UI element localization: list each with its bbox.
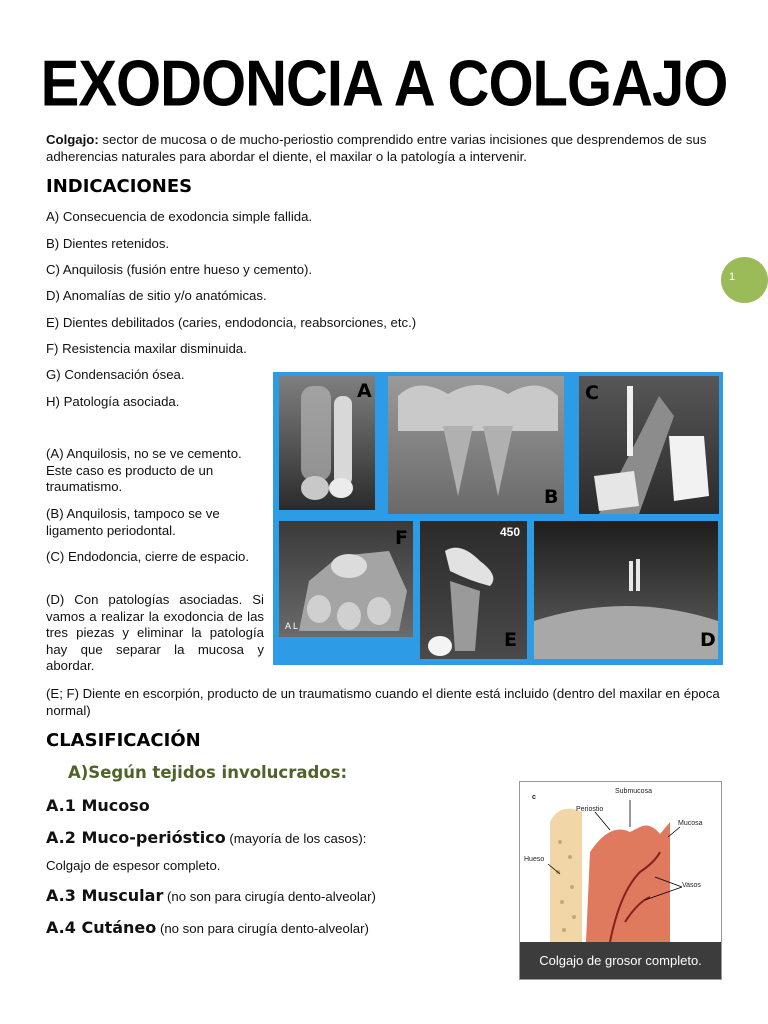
clasificacion-subheading: A)Según tejidos involucrados: [68,763,348,782]
xray-b-image [388,376,564,514]
xray-b [388,376,564,514]
xray-d-image [534,521,718,659]
item-title: A.1 Mucoso [46,796,150,815]
indicacion-item: A) Consecuencia de exodoncia simple fallida. [46,209,313,224]
diagram-label-periostio: Periostio [576,806,604,813]
note-b: (B) Anquilosis, tampoco se ve ligamento periodontal. [46,506,220,538]
indicacion-item: B) Dientes retenidos. [46,236,170,251]
xray-label-a: A [357,380,372,402]
indicacion-item: C) Anquilosis (fusión entre hueso y cemento). [46,262,313,277]
radiograph-collage [273,372,723,665]
page-title: EXODONCIA A COLGAJO [40,47,728,120]
clasificacion-item-a4 [46,918,369,938]
indicacion-item: F) Resistencia maxilar disminuida. [46,341,247,356]
clasificacion-item-a1 [46,796,150,816]
xray-c-image [579,376,719,514]
xray-c [579,376,719,514]
a2-detail: Colgajo de espesor completo. [46,858,221,873]
xray-a [279,376,375,510]
xray-label-e: E [504,629,517,651]
diagram-label-submucosa: Submucosa [615,788,652,795]
clasificacion-item-a2 [46,828,366,848]
xray-d [534,521,718,659]
item-title: A.2 Muco-perióstico [46,828,226,847]
clasificacion-heading: CLASIFICACIÓN [46,730,201,751]
item-title: A.4 Cutáneo [46,918,157,937]
xray-label-b: B [544,486,559,508]
xray-label-c: C [585,382,599,404]
xray-label-d: D [700,629,716,651]
xray-f [279,521,413,637]
note-c: (C) Endodoncia, cierre de espacio. [46,549,250,564]
clasificacion-item-a3 [46,886,376,906]
note-ef: (E; F) Diente en escorpión, producto de un traumatismo cuando el diente está incluido (dentro del maxilar en época normal) [46,686,720,718]
definition-text: sector de mucosa o de mucho-periostio comprendido entre varias incisiones que desprendemos de sus adherencias naturales para abordar el diente, el maxilar o la patología a intervenir. [46,132,707,164]
item-note: (no son para cirugía dento-alveolar) [163,889,376,904]
page-number-badge [721,257,768,303]
diagram-label-vasos: Vasos [682,882,701,889]
note-d: (D) Con patologías asociadas. Si vamos a realizar la exodoncia de las tres piezas y eliminar la patología hay que separar la mucosa y abordar. [46,592,264,673]
page-number: 1 [729,271,736,283]
indicaciones-heading: INDICACIONES [46,176,193,197]
diagram-label-mucosa: Mucosa [678,820,703,827]
indicacion-item: D) Anomalías de sitio y/o anatómicas. [46,288,267,303]
flap-diagram-image [520,782,721,942]
diagram-caption: Colgajo de grosor completo. [520,942,721,979]
diagram-label-hueso: Hueso [524,856,545,863]
xray-label-f: F [395,527,408,549]
definition-term: Colgajo: [46,132,99,147]
note-a: (A) Anquilosis, no se ve cemento. Este caso es producto de un traumatismo. [46,446,242,494]
indicacion-item: G) Condensación ósea. [46,367,185,382]
item-note: (no son para cirugía dento-alveolar) [156,921,369,936]
xray-f-image [279,521,413,637]
xray-e-number: 450 [500,525,521,539]
indicacion-item: E) Dientes debilitados (caries, endodoncia, reabsorciones, etc.) [46,315,417,330]
xray-f-marker: A L [285,621,299,631]
item-note: (mayoría de los casos): [225,831,367,846]
definition-paragraph [46,131,726,165]
indicacion-item: H) Patología asociada. [46,394,180,409]
item-title: A.3 Muscular [46,886,164,905]
xray-e [420,521,527,659]
diagram-letter: c [532,794,536,801]
flap-diagram [519,781,722,980]
